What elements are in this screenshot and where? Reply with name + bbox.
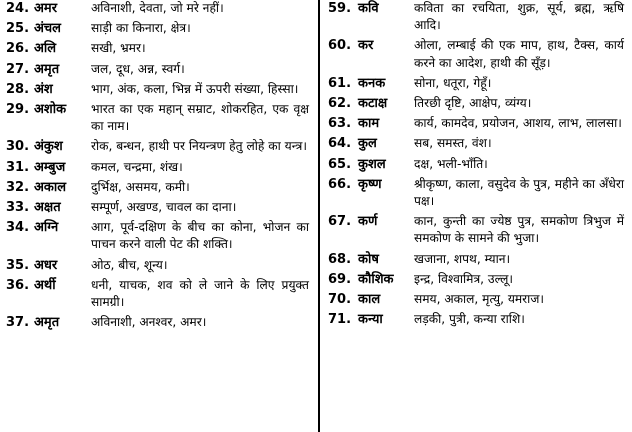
entry-meaning: इन्द्र, विश्वामित्र, उल्लू। xyxy=(414,271,513,286)
entry-number: 69. xyxy=(328,271,352,287)
entry-word: अक्षत xyxy=(34,200,61,216)
entry-number: 29. xyxy=(6,102,30,118)
entry-word: कर xyxy=(358,38,374,54)
entry-word: अर्थी xyxy=(34,277,56,293)
entry-number: 65. xyxy=(328,156,352,172)
entry-number: 71. xyxy=(328,312,352,328)
entry-number: 33. xyxy=(6,200,30,216)
entry-word: कोष xyxy=(358,251,379,267)
entry-number: 70. xyxy=(328,292,352,308)
entry-number: 35. xyxy=(6,257,30,273)
entry-number: 59. xyxy=(328,1,352,16)
entry-meaning: भाग, अंक, कला, भिन्न में ऊपरी संख्या, हिस्सा। xyxy=(91,81,299,96)
entry-number: 67. xyxy=(328,214,352,230)
entry-number: 68. xyxy=(328,251,352,267)
entry-number: 24. xyxy=(6,1,30,16)
entry-meaning: सम्पूर्ण, अखण्ड, चावल का दाना। xyxy=(91,200,237,215)
entry-number: 61. xyxy=(328,75,352,91)
entry-word: अंकुश xyxy=(34,139,63,155)
entry-meaning: अविनाशी, अनश्वर, अमर। xyxy=(91,315,207,330)
entry-meaning: सखी, भ्रमर। xyxy=(91,41,146,56)
entry-meaning: कान, कुन्ती का ज्येष्ठ पुत्र, समकोण त्रिभुज में समकोण के सामने की भुजा। xyxy=(414,214,624,246)
entry-word: कुशल xyxy=(358,156,386,172)
entry-meaning: कार्य, कामदेव, प्रयोजन, आशय, लाभ, लालसा। xyxy=(414,116,622,131)
entry-number: 64. xyxy=(328,136,352,152)
entry-word: अमृत xyxy=(34,61,60,77)
entry-number: 34. xyxy=(6,220,30,236)
entry-meaning: सब, समस्त, वंश। xyxy=(414,136,492,151)
entry-meaning: समय, अकाल, मृत्यु, यमराज। xyxy=(414,292,544,307)
entry-meaning: लड़की, पुत्री, कन्या राशि। xyxy=(414,312,525,327)
entry-number: 62. xyxy=(328,96,352,112)
entry-meaning: धनी, याचक, शव को ले जाने के लिए प्रयुक्त सामग्री। xyxy=(91,277,309,310)
entry-word: अधर xyxy=(34,257,58,273)
entry-word: कृष्ण xyxy=(358,176,382,192)
left-column xyxy=(6,0,311,432)
entry-number: 63. xyxy=(328,116,352,132)
entry-meaning: दक्ष, भली-भाँति। xyxy=(414,156,488,171)
entry-number: 31. xyxy=(6,159,30,175)
entry-number: 25. xyxy=(6,21,30,37)
entry-meaning: कमल, चन्द्रमा, शंख। xyxy=(91,159,183,174)
entry-word: अकाल xyxy=(34,179,67,195)
entry-meaning: साड़ी का किनारा, क्षेत्र। xyxy=(91,21,191,36)
entry-word: अंश xyxy=(34,81,53,97)
entry-word: अशोक xyxy=(34,102,67,118)
entry-meaning: श्रीकृष्ण, काला, वसुदेव के पुत्र, महीने का अँधेरा पक्ष। xyxy=(414,176,624,209)
entry-word: कवि xyxy=(358,1,379,16)
entry-word: अम्बुज xyxy=(34,159,66,175)
entry-number: 66. xyxy=(328,176,352,192)
entry-meaning: दुर्भिक्ष, असमय, कमी। xyxy=(91,179,190,194)
entry-number: 36. xyxy=(6,277,30,293)
entry-meaning: सोना, धतूरा, गेहूँ। xyxy=(414,75,492,90)
entry-meaning: जल, दूध, अन्न, स्वर्ग। xyxy=(91,61,185,76)
entry-meaning: अविनाशी, देवता, जो मरे नहीं। xyxy=(91,1,224,15)
entry-word: कुल xyxy=(358,136,377,152)
entry-word: अमर xyxy=(34,1,58,16)
entry-word: कौशिक xyxy=(358,271,394,287)
entry-meaning: कविता का रचयिता, शुक्र, सूर्य, ब्रह्म, ऋषि आदि। xyxy=(414,1,624,33)
entry-number: 26. xyxy=(6,41,30,57)
entry-number: 28. xyxy=(6,81,30,97)
entry-word: कनक xyxy=(358,75,386,91)
entry-meaning: भारत का एक महान् सम्राट, शोकरहित, एक वृक्ष का नाम। xyxy=(91,102,309,134)
entry-number: 60. xyxy=(328,38,352,54)
entry-number: 37. xyxy=(6,315,30,331)
entry-number: 30. xyxy=(6,139,30,155)
entry-number: 32. xyxy=(6,179,30,195)
entry-word: अग्नि xyxy=(34,220,59,236)
entry-meaning: खजाना, शपथ, म्यान। xyxy=(414,251,511,266)
entry-number: 27. xyxy=(6,61,30,77)
entry-meaning: ओला, लम्बाई की एक माप, हाथ, टैक्स, कार्य करने का आदेश, हाथी की सूँड़। xyxy=(414,38,624,70)
entry-word: अंचल xyxy=(34,21,62,37)
entry-meaning: ओठ, बीच, शून्य। xyxy=(91,257,168,272)
entry-meaning: रोक, बन्धन, हाथी पर नियन्त्रण हेतु लोहे का यन्त्र। xyxy=(91,139,308,154)
entry-word: अमृत xyxy=(34,315,60,331)
entry-word: अलि xyxy=(34,41,57,57)
entry-word: काम xyxy=(358,116,380,132)
column-divider xyxy=(318,0,320,432)
entry-word: कर्ण xyxy=(358,214,378,230)
entry-word: काल xyxy=(358,292,381,308)
entry-meaning: आग, पूर्व-दक्षिण के बीच का कोना, भोजन का पाचन करने वाली पेट की शक्ति। xyxy=(91,220,309,252)
right-column xyxy=(328,0,626,432)
entry-word: कन्या xyxy=(358,312,383,328)
entry-meaning: तिरछी दृष्टि, आक्षेप, व्यंग्य। xyxy=(414,96,532,111)
entry-word: कटाक्ष xyxy=(358,96,388,112)
